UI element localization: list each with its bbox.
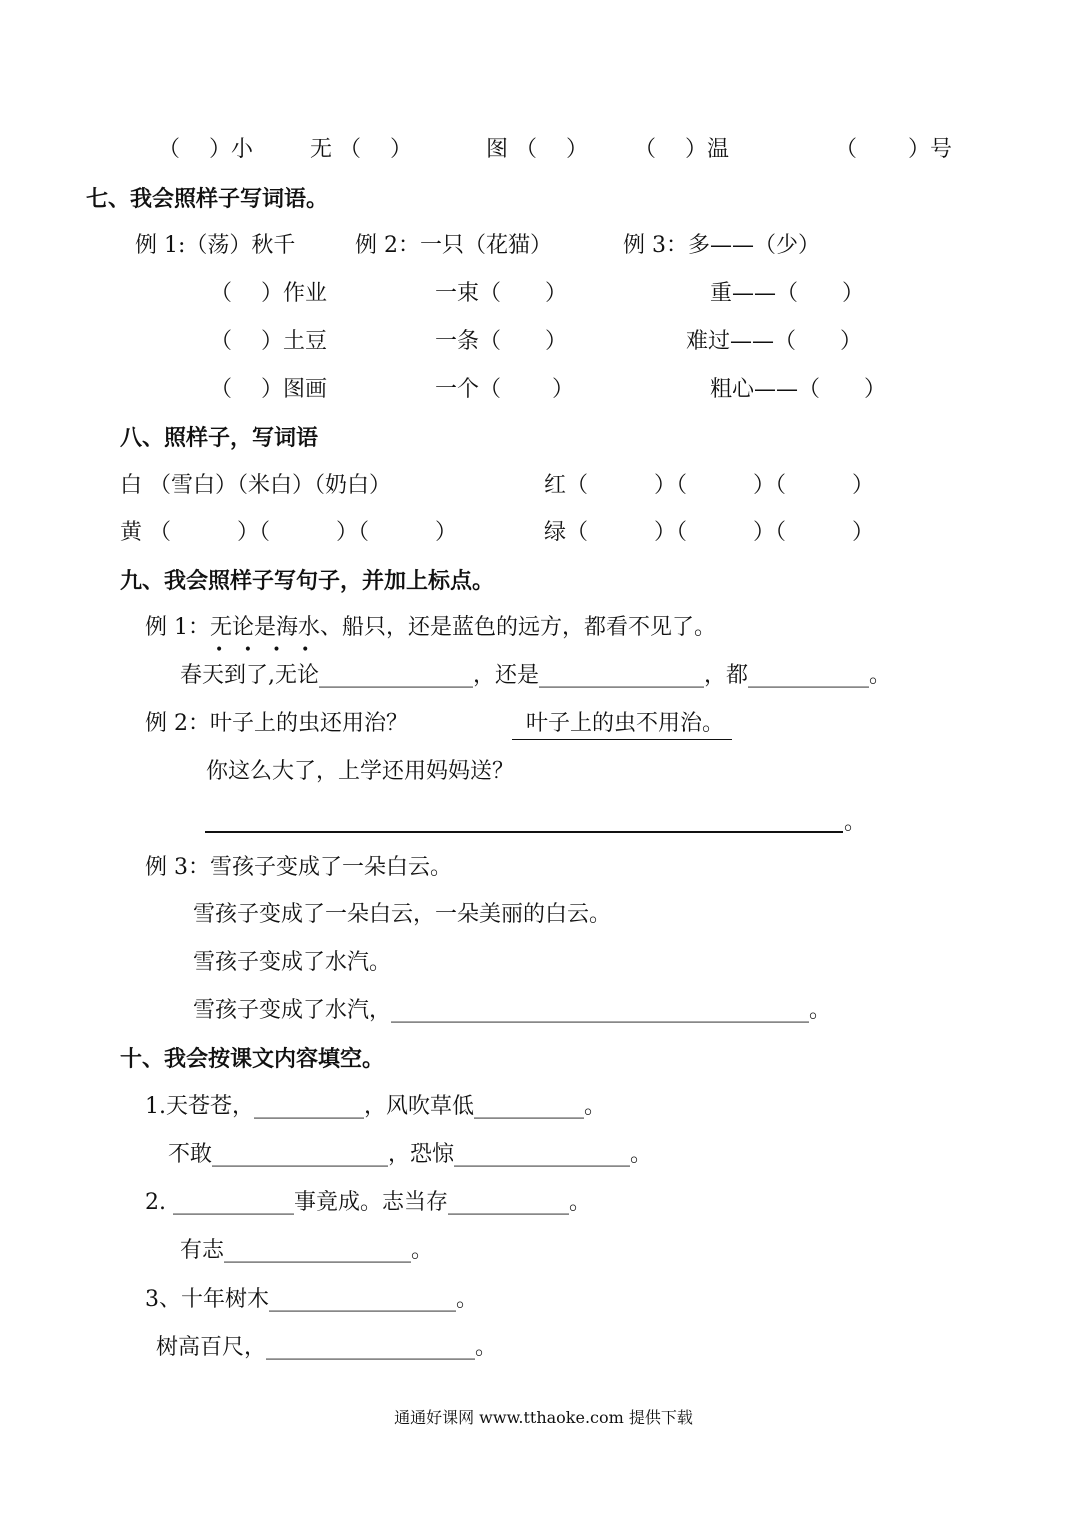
- top-item-5: （ ）号: [835, 137, 952, 162]
- footer: 通通好课网 www.tthaoke.com 提供下载: [394, 1408, 693, 1427]
- section-9-title: 九、我会照样子写句子，并加上标点。: [120, 568, 495, 594]
- s10-line-6: 树高百尺，___________________。: [156, 1335, 498, 1360]
- s9-example-3-model: 雪孩子变成了一朵白云，一朵美丽的白云。: [193, 902, 612, 927]
- s9-example-2-answer: 叶子上的虫不用治。: [512, 709, 732, 740]
- s7-row-2-col-3: 难过——（ ）: [686, 329, 863, 354]
- top-item-1: （ ）小: [158, 137, 253, 162]
- emphasis-dots: • • • •: [215, 642, 318, 658]
- s7-example-3: 例 3：多——（少）: [623, 233, 820, 258]
- s9-example-3-task: 雪孩子变成了水汽，______________________________________。: [193, 998, 832, 1023]
- s8-row-1-right: 红（ ）（ ）（ ）: [544, 473, 875, 498]
- s10-line-3: 2. ___________事竟成。志当存___________。: [145, 1190, 591, 1215]
- s9-example-1-text: 例 1：无论是海水、船只，还是蓝色的远方，都看不见了。: [145, 615, 716, 640]
- s10-line-4: 有志_________________。: [180, 1238, 434, 1263]
- s9-example-1: [145, 613, 845, 658]
- s7-row-1-col-1: （ ）作业: [210, 281, 327, 306]
- answer-line: [205, 831, 843, 833]
- s9-example-3-given: 雪孩子变成了水汽。: [193, 950, 392, 975]
- section-10-title: 十、我会按课文内容填空。: [120, 1046, 385, 1072]
- s9-example-2-question: 例 2：叶子上的虫还用治？: [145, 711, 408, 736]
- s10-line-1: 1.天苍苍，__________，风吹草低__________。: [145, 1094, 606, 1119]
- top-item-4: （ ）温: [634, 137, 729, 162]
- s8-row-2-right: 绿（ ）（ ）（ ）: [544, 520, 875, 545]
- s7-row-2-col-2: 一条（ ）: [435, 329, 568, 354]
- section-8-title: 八、照样子，写词语: [120, 425, 319, 451]
- s7-row-1-col-3: 重——（ ）: [710, 281, 865, 306]
- s8-row-1-left: 白 （雪白）（米白）（奶白）: [120, 473, 391, 498]
- s7-row-3-col-3: 粗心——（ ）: [710, 377, 887, 402]
- s10-line-5: 3、十年树木_________________。: [145, 1287, 478, 1312]
- s7-row-3-col-2: 一个（ ）: [435, 377, 574, 402]
- top-item-2: 无 （ ）: [310, 137, 412, 162]
- answer-line-period: 。: [844, 810, 867, 835]
- s7-row-3-col-1: （ ）图画: [210, 377, 327, 402]
- s8-row-2-left: 黄 （ ）（ ）（ ）: [120, 520, 457, 545]
- s9-example-3: 例 3：雪孩子变成了一朵白云。: [145, 855, 452, 880]
- s7-row-1-col-2: 一束（ ）: [435, 281, 568, 306]
- s9-example-1-task: 春天到了,无论______________，还是_______________，都___________。: [180, 663, 891, 688]
- s9-example-2-task: 你这么大了，上学还用妈妈送？: [206, 759, 515, 784]
- section-7-title: 七、我会照样子写词语。: [86, 186, 329, 212]
- top-item-3: 图 （ ）: [486, 137, 588, 162]
- s7-row-2-col-1: （ ）土豆: [210, 329, 327, 354]
- s7-example-1: 例 1:（荡）秋千: [135, 233, 296, 258]
- s10-line-2: 不敢________________，恐惊________________。: [168, 1142, 653, 1167]
- s7-example-2: 例 2：一只（花猫）: [355, 233, 552, 258]
